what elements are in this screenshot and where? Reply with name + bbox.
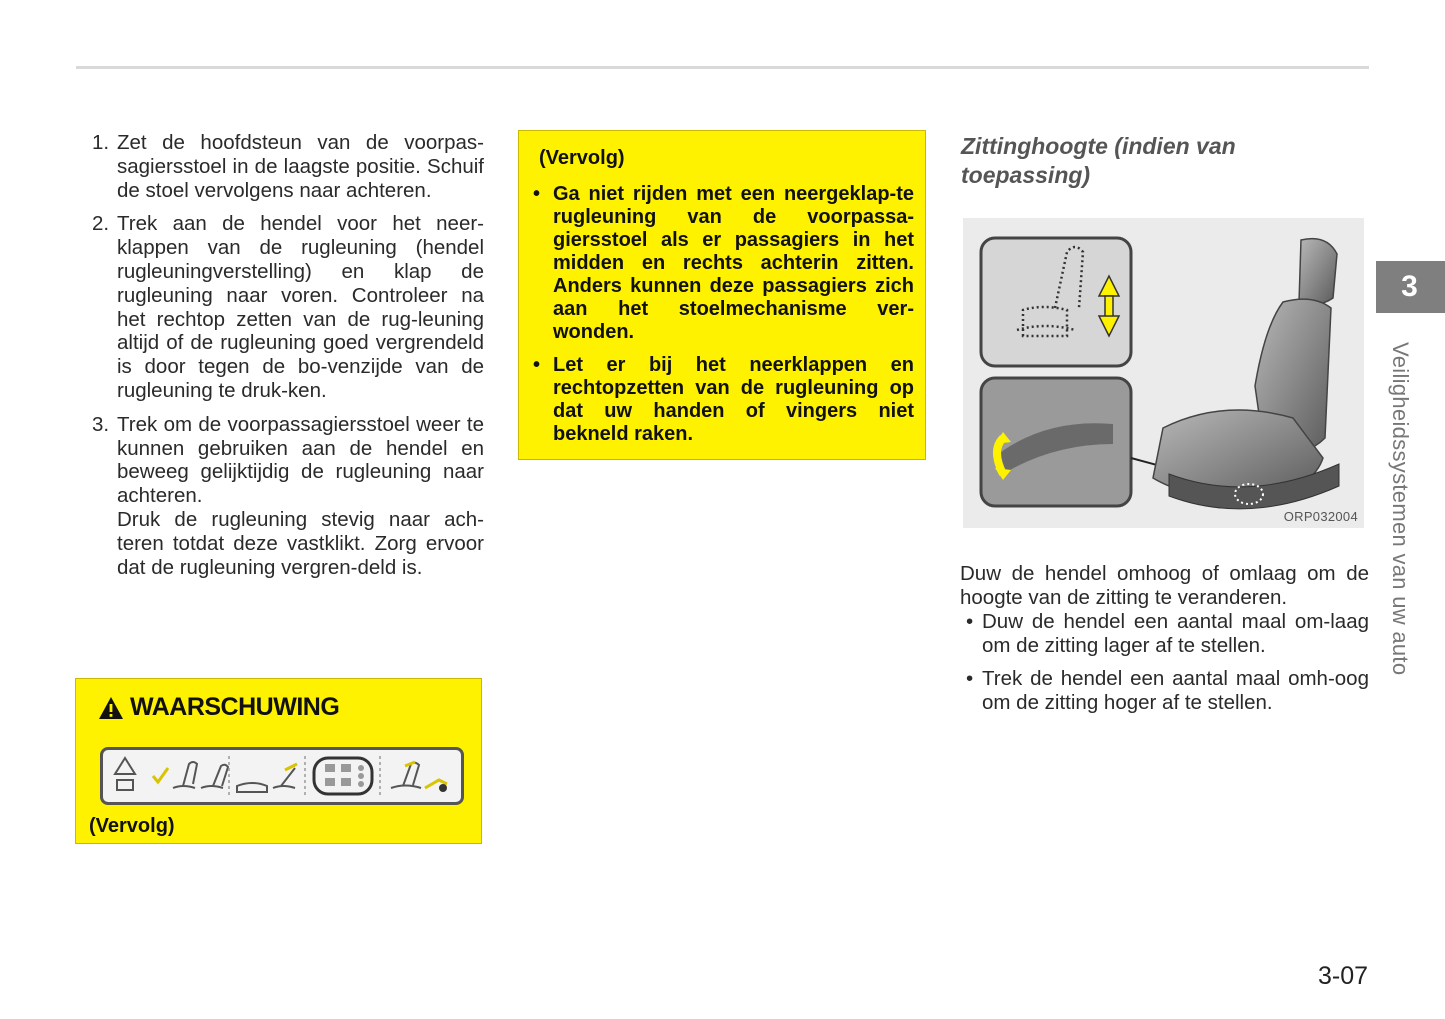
bullet-dot: •: [966, 610, 974, 633]
step-number: 3.: [92, 412, 110, 436]
bullet-dot: •: [966, 667, 974, 690]
caution-text: Ga niet rijden met een neergeklap-te rugleuning van de voorpassa-giersstoel als er passagiers in het midden en rechts achterin zitten. Anders kunnen deze passagiers zich aan het stoelmechanisme ver-wonden.: [553, 183, 914, 343]
right-body: [960, 562, 1369, 724]
caution-list: [531, 183, 914, 456]
seat-pictogram-icon: [100, 747, 464, 805]
bullet-dot: •: [533, 183, 541, 205]
step-extra-text: Druk de rugleuning stevig naar ach-teren totdat deze vastklikt. Zorg ervoor dat de rugleuning vergren-deld is.: [117, 507, 484, 579]
warning-heading: [98, 693, 339, 722]
caution-text: Let er bij het neerklappen en rechtopzetten van de rugleuning op dat uw handen of vingers niet bekneld raken.: [553, 354, 914, 445]
warning-box: [75, 678, 482, 844]
caution-box: [518, 130, 926, 460]
step-number: 1.: [92, 131, 110, 154]
caution-item: [531, 183, 914, 344]
caution-item: [531, 354, 914, 446]
warning-continued: (Vervolg): [89, 815, 175, 837]
step-1: [88, 131, 484, 202]
page-number: 3-07: [1318, 962, 1369, 990]
step-text: Trek aan de hendel voor het neer-klappen van de rugleuning (hendel rugleuningverstelling) en klap de rugleuning naar voren. Controleer na het rechtop zetten van de rug-leuning altijd of de rugleuning goed vergrendeld is door tegen de bo-venzijde van de rugleuning te druk-ken.: [117, 212, 484, 402]
step-text: Zet de hoofdsteun van de voorpas-sagiersstoel in de laagste positie. Schuif de stoel vervolgens naar achteren.: [117, 131, 484, 202]
instruction-item: [960, 667, 1369, 715]
instruction-text: Duw de hendel een aantal maal om-laag om de zitting lager af te stellen.: [982, 610, 1369, 657]
chapter-tab: 3: [1376, 261, 1445, 313]
warning-triangle-icon: [98, 696, 124, 720]
step-number: 2.: [92, 212, 110, 236]
section-title: Zittinghoogte (indien van toepassing): [961, 133, 1236, 188]
figure-code: ORP032004: [1283, 509, 1358, 524]
left-column: [88, 131, 484, 589]
top-rule: [76, 66, 1369, 69]
caution-continued: (Vervolg): [539, 147, 625, 169]
chapter-side-title: [1380, 342, 1420, 732]
step-3: [88, 413, 484, 580]
step-text: Trek om de voorpassagiersstoel weer te kunnen gebruiken aan de hendel en beweeg gelijktijdig de rugleuning naar achteren.: [117, 412, 484, 508]
seat-height-illustration: [963, 218, 1364, 528]
instruction-text: Trek de hendel een aantal maal omh-oog om de zitting hoger af te stellen.: [982, 667, 1369, 714]
intro-paragraph: Duw de hendel omhoog of omlaag om de hoogte van de zitting te veranderen.: [960, 562, 1369, 609]
bullet-dot: •: [533, 354, 541, 376]
warning-title: WAARSCHUWING: [130, 693, 340, 721]
steps-list: [88, 131, 484, 579]
chapter-title: Veiligheidssystemen van uw auto: [1388, 342, 1413, 676]
instruction-list: [960, 610, 1369, 715]
step-2: [88, 212, 484, 402]
instruction-item: [960, 610, 1369, 658]
